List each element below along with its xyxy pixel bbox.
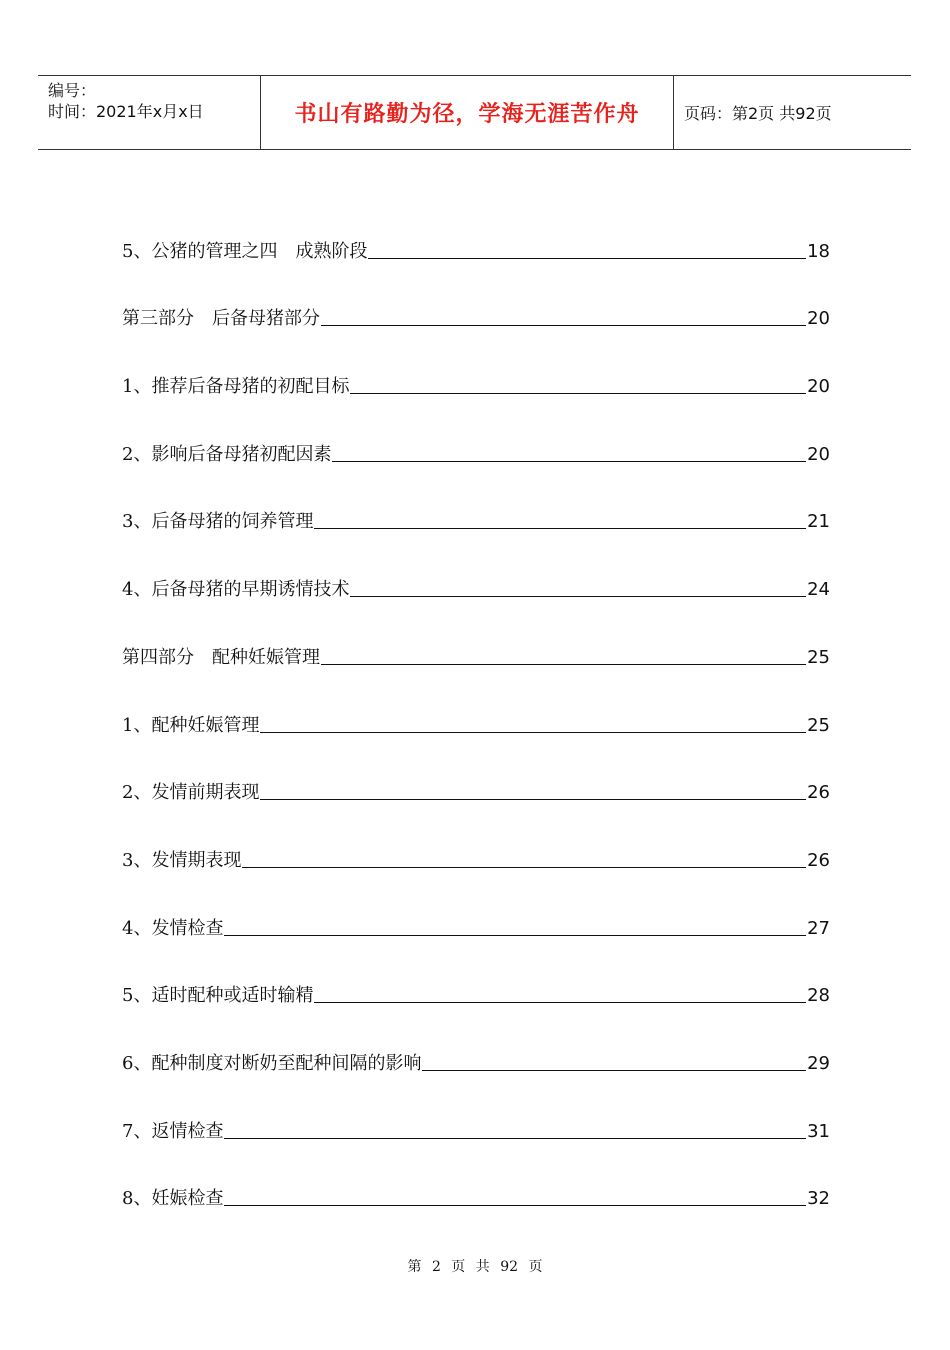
toc-entry-title: 6、配种制度对断奶至配种间隔的影响 [122, 1052, 422, 1074]
toc-entry-page: 32 [807, 1188, 830, 1210]
toc-entry[interactable] [122, 602, 830, 670]
toc-leader-line [350, 595, 806, 597]
toc-leader-line [260, 798, 806, 800]
toc-entry[interactable] [122, 331, 830, 399]
header-page-info [674, 76, 911, 149]
toc-leader-line [321, 663, 806, 665]
toc-entry-title: 2、影响后备母猪初配因素 [122, 443, 332, 465]
toc-entry-title: 2、发情前期表现 [122, 782, 260, 804]
document-time-label: 时间：2021年x月x日 [48, 102, 204, 121]
toc-entry-page: 31 [807, 1120, 830, 1142]
toc-entry-page: 28 [807, 985, 830, 1007]
toc-entry-title: 4、发情检查 [122, 917, 224, 939]
toc-entry[interactable] [122, 399, 830, 467]
toc-entry-title: 第四部分 配种妊娠管理 [122, 646, 320, 668]
toc-entry[interactable] [122, 1076, 830, 1144]
toc-entry[interactable] [122, 467, 830, 535]
toc-entry-title: 1、配种妊娠管理 [122, 714, 260, 736]
toc-entry[interactable] [122, 1008, 830, 1076]
toc-entry-page: 26 [807, 782, 830, 804]
page-footer [0, 1256, 950, 1276]
toc-entry-page: 27 [807, 917, 830, 939]
toc-leader-line [224, 1137, 806, 1139]
toc-entry-title: 第三部分 后备母猪部分 [122, 308, 320, 330]
toc-entry-title: 5、适时配种或适时输精 [122, 985, 314, 1007]
toc-leader-line [314, 527, 806, 529]
toc-entry[interactable] [122, 1144, 830, 1212]
toc-leader-line [314, 1001, 806, 1003]
toc-entry-title: 7、返情检查 [122, 1120, 224, 1142]
table-of-contents [122, 196, 830, 1211]
toc-entry[interactable] [122, 738, 830, 806]
toc-entry-page: 18 [807, 240, 830, 262]
toc-entry-title: 3、发情期表现 [122, 849, 242, 871]
toc-entry-page: 20 [807, 376, 830, 398]
toc-entry[interactable] [122, 534, 830, 602]
toc-entry-page: 21 [807, 511, 830, 533]
toc-entry-title: 3、后备母猪的饲养管理 [122, 511, 314, 533]
toc-leader-line [422, 1069, 806, 1071]
toc-leader-line [332, 460, 806, 462]
toc-leader-line [224, 934, 806, 936]
toc-leader-line [368, 257, 806, 259]
header-page-number: 页码：第2页 共92页 [684, 104, 832, 123]
toc-entry-title: 4、后备母猪的早期诱情技术 [122, 579, 350, 601]
toc-entry[interactable] [122, 805, 830, 873]
header-motto: 书山有路勤为径，学海无涯苦作舟 [294, 101, 640, 127]
toc-leader-line [242, 866, 806, 868]
toc-entry-page: 25 [807, 714, 830, 736]
toc-entry-page: 24 [807, 579, 830, 601]
toc-entry-page: 25 [807, 646, 830, 668]
toc-entry-title: 1、推荐后备母猪的初配目标 [122, 376, 350, 398]
header-meta [38, 76, 261, 149]
toc-leader-line [350, 392, 806, 394]
footer-page-number: 第 2 页 共 92 页 [407, 1259, 543, 1275]
toc-leader-line [260, 731, 806, 733]
toc-entry-title: 5、公猪的管理之四 成熟阶段 [122, 240, 368, 262]
page-header [38, 75, 911, 150]
toc-entry[interactable] [122, 264, 830, 332]
toc-leader-line [224, 1204, 806, 1206]
toc-entry[interactable] [122, 670, 830, 738]
toc-entry-title: 8、妊娠检查 [122, 1188, 224, 1210]
header-motto-cell [261, 76, 674, 149]
toc-entry[interactable] [122, 941, 830, 1009]
toc-entry[interactable] [122, 873, 830, 941]
toc-entry-page: 26 [807, 849, 830, 871]
toc-entry-page: 20 [807, 443, 830, 465]
document-number-label: 编号： [48, 81, 97, 100]
toc-entry-page: 29 [807, 1052, 830, 1074]
toc-leader-line [321, 324, 806, 326]
toc-entry[interactable] [122, 196, 830, 264]
toc-entry-page: 20 [807, 308, 830, 330]
